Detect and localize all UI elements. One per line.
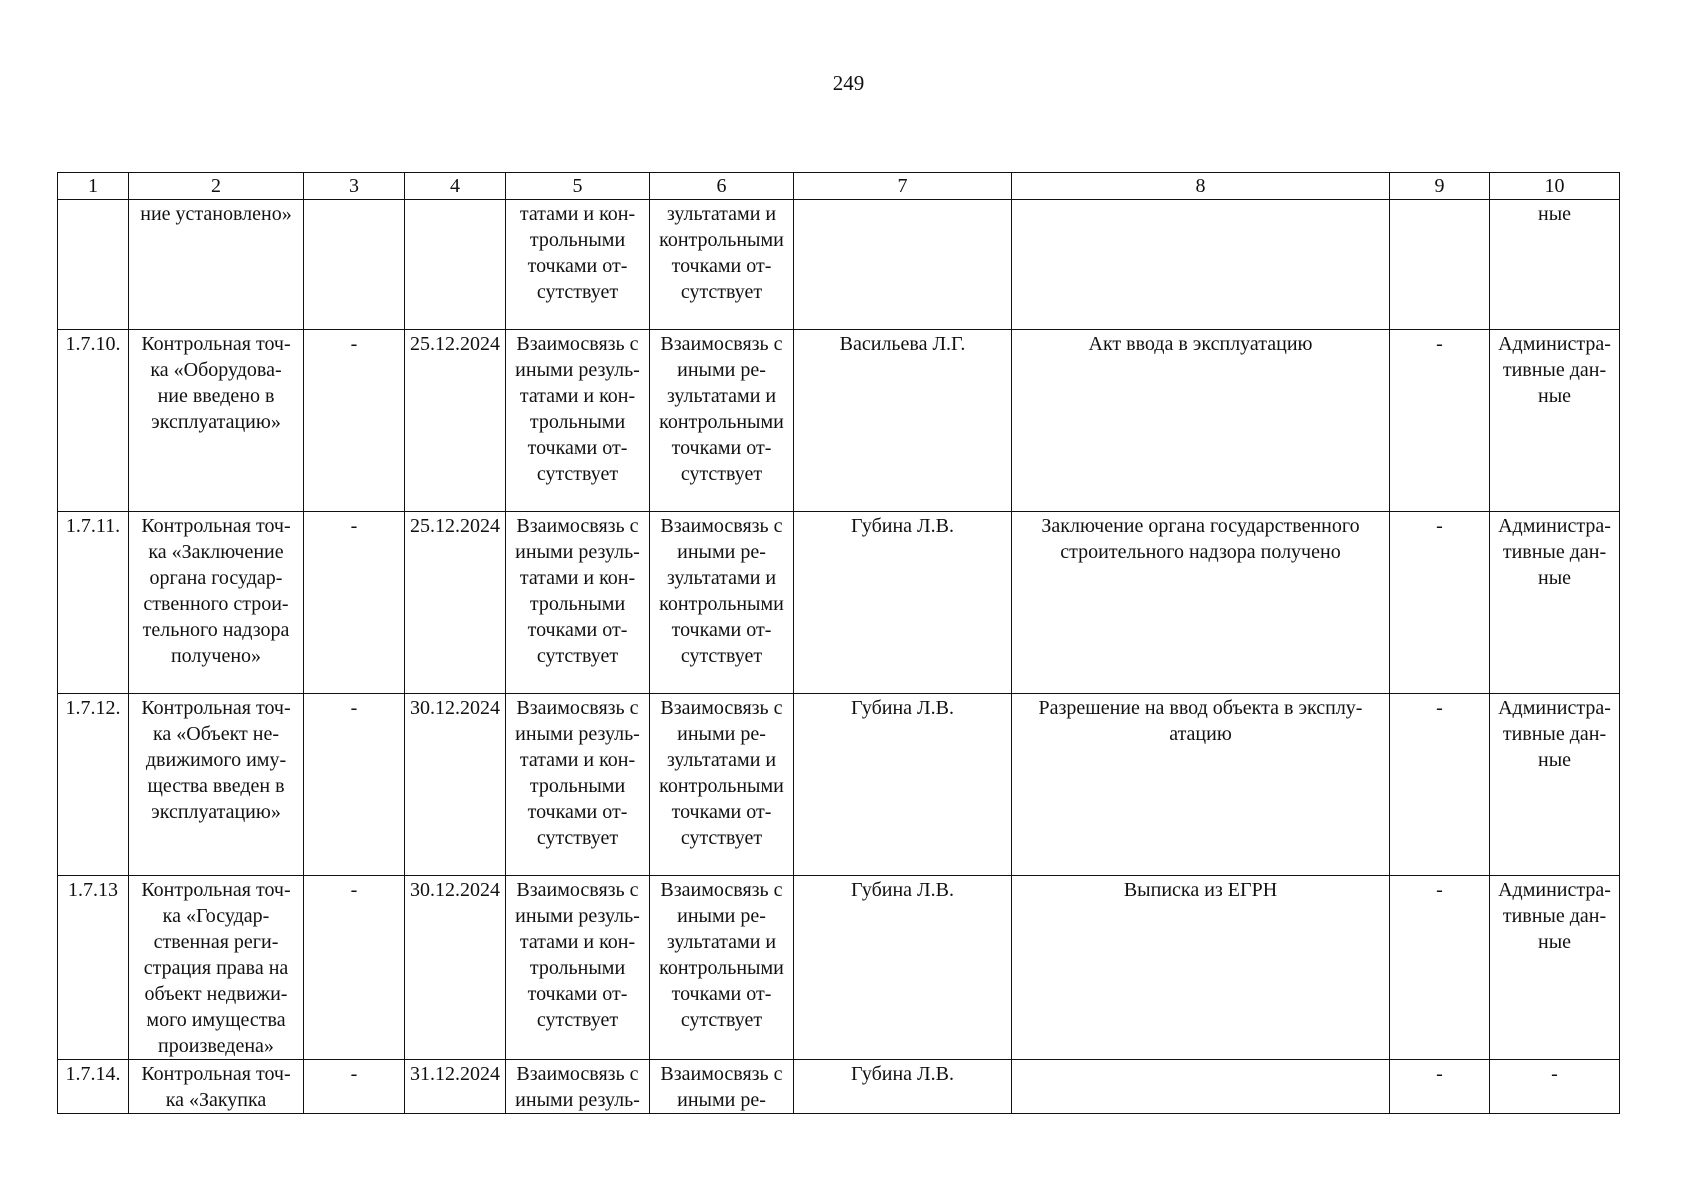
cell-relation-results: Взаимосвязь с иными резуль- [506,1060,650,1114]
cell-relation-results: Взаимосвязь с иными резуль- татами и кон- трольными точками от- сутствует [506,876,650,1060]
cell-name: ние установлено» [129,200,304,330]
cell-relation-other: Взаимосвязь с иными ре- зультатами и контрольными точками от- сутствует [650,694,794,876]
cell-col3: - [304,694,405,876]
cell-document: Разрешение на ввод объекта в эксплу- атацию [1012,694,1390,876]
cell-document: Акт ввода в эксплуатацию [1012,330,1390,512]
column-header: 4 [405,173,506,200]
cell-relation-other: Взаимосвязь с иными ре- зультатами и контрольными точками от- сутствует [650,512,794,694]
cell-col9 [1390,200,1490,330]
cell-number: 1.7.11. [58,512,129,694]
cell-date: 25.12.2024 [405,330,506,512]
cell-col3: - [304,1060,405,1114]
cell-col3: - [304,876,405,1060]
cell-number: 1.7.13 [58,876,129,1060]
table-row [58,876,1620,1060]
cell-data-source: - [1490,1060,1620,1114]
column-header: 3 [304,173,405,200]
cell-responsible: Губина Л.В. [794,1060,1012,1114]
column-header: 6 [650,173,794,200]
table-row [58,330,1620,512]
cell-date: 30.12.2024 [405,694,506,876]
cell-number: 1.7.14. [58,1060,129,1114]
cell-col9: - [1390,876,1490,1060]
cell-col3: - [304,512,405,694]
cell-responsible [794,200,1012,330]
cell-name: Контрольная точ- ка «Объект не- движимого иму- щества введен в эксплуатацию» [129,694,304,876]
cell-name: Контрольная точ- ка «Закупка [129,1060,304,1114]
cell-document [1012,200,1390,330]
column-header: 8 [1012,173,1390,200]
cell-responsible: Губина Л.В. [794,512,1012,694]
column-header: 5 [506,173,650,200]
table-row [58,1060,1620,1114]
cell-data-source: Администра- тивные дан- ные [1490,330,1620,512]
cell-date: 25.12.2024 [405,512,506,694]
cell-document [1012,1060,1390,1114]
cell-col9: - [1390,694,1490,876]
cell-relation-results: Взаимосвязь с иными резуль- татами и кон- трольными точками от- сутствует [506,512,650,694]
cell-col3 [304,200,405,330]
cell-document: Заключение органа государственного строительного надзора получено [1012,512,1390,694]
column-header: 9 [1390,173,1490,200]
cell-number [58,200,129,330]
page-number: 249 [832,71,865,95]
cell-data-source: Администра- тивные дан- ные [1490,876,1620,1060]
cell-relation-other: Взаимосвязь с иными ре- [650,1060,794,1114]
cell-relation-results: Взаимосвязь с иными резуль- татами и кон- трольными точками от- сутствует [506,694,650,876]
cell-relation-other: Взаимосвязь с иными ре- зультатами и контрольными точками от- сутствует [650,876,794,1060]
column-header: 1 [58,173,129,200]
cell-date [405,200,506,330]
column-header: 10 [1490,173,1620,200]
table-row [58,694,1620,876]
cell-data-source: Администра- тивные дан- ные [1490,694,1620,876]
cell-col9: - [1390,1060,1490,1114]
header-row [58,173,1620,200]
column-header: 2 [129,173,304,200]
cell-col9: - [1390,330,1490,512]
cell-number: 1.7.12. [58,694,129,876]
cell-relation-results: татами и кон- трольными точками от- сутствует [506,200,650,330]
cell-relation-other: зультатами и контрольными точками от- сутствует [650,200,794,330]
cell-name: Контрольная точ- ка «Государ- ственная реги- страция права на объект недвижи- мого имущества произведена» [129,876,304,1060]
cell-document: Выписка из ЕГРН [1012,876,1390,1060]
cell-responsible: Васильева Л.Г. [794,330,1012,512]
cell-col3: - [304,330,405,512]
cell-name: Контрольная точ- ка «Оборудова- ние введено в эксплуатацию» [129,330,304,512]
cell-number: 1.7.10. [58,330,129,512]
cell-responsible: Губина Л.В. [794,876,1012,1060]
cell-date: 30.12.2024 [405,876,506,1060]
cell-relation-results: Взаимосвязь с иными резуль- татами и кон- трольными точками от- сутствует [506,330,650,512]
cell-data-source: ные [1490,200,1620,330]
cell-data-source: Администра- тивные дан- ные [1490,512,1620,694]
column-header: 7 [794,173,1012,200]
table-row [58,512,1620,694]
control-points-table [57,172,1620,1114]
cell-name: Контрольная точ- ка «Заключение органа государ- ственного строи- тельного надзора получено» [129,512,304,694]
cell-relation-other: Взаимосвязь с иными ре- зультатами и контрольными точками от- сутствует [650,330,794,512]
cell-col9: - [1390,512,1490,694]
cell-date: 31.12.2024 [405,1060,506,1114]
table-row-continuation [58,200,1620,330]
cell-responsible: Губина Л.В. [794,694,1012,876]
